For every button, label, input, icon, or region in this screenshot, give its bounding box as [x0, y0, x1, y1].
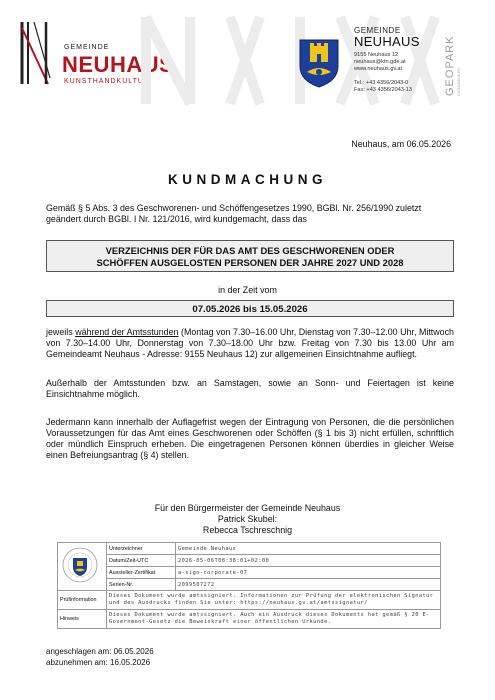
table-cell-value: 2026-05-06T08:38:01+02:00: [176, 555, 441, 567]
contact-small-text: GEMEINDE: [354, 26, 401, 35]
table-row: [58, 591, 441, 610]
period-box: 07.05.2026 bis 15.05.2026: [46, 300, 454, 317]
removal-date: abzunehmen am: 16.05.2026: [46, 657, 151, 667]
table-cell-label: Serien-Nr.: [107, 579, 176, 591]
signature-table: [57, 542, 441, 629]
geopark-logo: [440, 30, 464, 100]
paragraph-hours: [46, 327, 454, 360]
contact-line: Tel.: +43 4356/2043-0: [354, 80, 409, 86]
table-cell-value: Dieses Dokument wurde amtssigniert. Auch ein Ausdruck dieses Dokuments hat gemäß § 20 E-Government-Gesetz die Beweiskraft einer öffentlichen Urkunde.: [107, 610, 441, 629]
seal-icon: [58, 543, 102, 588]
heading-box-line: SCHÖFFEN AUSGELOSTEN PERSONEN DER JAHRE 2027 UND 2028: [96, 257, 404, 268]
table-cell-value: a-sign-corporate-07: [176, 567, 441, 579]
underlined-text: während der Amtsstunden: [75, 327, 179, 337]
contact-line: [354, 73, 444, 80]
signature-line: Patrick Skubel:: [217, 514, 278, 524]
contact-line: 9155 Neuhaus 12: [354, 52, 399, 58]
table-cell-label: Hinweis: [58, 610, 107, 629]
table-row: [58, 543, 441, 555]
posted-date: angeschlagen am: 06.05.2026: [46, 647, 154, 656]
table-cell-value: Gemeinde Neuhaus: [176, 543, 441, 555]
intro-paragraph: Gemäß § 5 Abs. 3 des Geschworenen- und Schöffengesetzes 1990, BGBl. Nr. 256/1990 zuletzt geändert durch BGBl. I Nr. 121/2016, wird kundgemacht, dass das: [46, 203, 422, 224]
signature-block: [0, 503, 495, 536]
page-title: KUNDMACHUNG: [168, 172, 327, 187]
period-intro: in der Zeit vom: [218, 285, 277, 295]
geopark-logo-icon: [440, 30, 464, 100]
table-cell-label: Prüfinformation: [58, 591, 107, 610]
geopark-word: GEOPARK: [444, 35, 456, 96]
date-line: Neuhaus, am 06.05.2026: [351, 139, 451, 149]
table-cell-label: Unterzeichner: [107, 543, 176, 555]
posting-dates: [46, 647, 154, 668]
contact-name: NEUHAUS: [354, 34, 420, 49]
logo-lines-icon: [18, 20, 58, 86]
paragraph-text: jeweils: [46, 327, 76, 337]
contact-block: [354, 26, 444, 94]
table-cell-label: Aussteller-Zertifikat: [107, 567, 176, 579]
logo-tagline: KUNSTHANDKULTUR: [64, 78, 151, 85]
table-row: [58, 579, 441, 591]
table-row: [58, 610, 441, 629]
heading-box: [46, 240, 454, 272]
table-cell-value: Dieses Dokument wurde amtssigniert. Informationen zur Prüfung der elektronischen Signatur und des Ausdrucks finden Sie unter: https://neuhaus.gv.at/amtssignatur/: [107, 591, 441, 610]
geopark-sub: KARAWANKEN: [456, 67, 461, 96]
coat-of-arms-icon: [298, 38, 340, 88]
logo-name: NEUHAUS: [62, 52, 175, 77]
logo-small-text: GEMEINDE: [64, 44, 110, 51]
table-row: [58, 555, 441, 567]
contact-line: Fax: +43 4356/2043-13: [354, 87, 413, 93]
contact-line: neuhaus@ktn.gde.at: [354, 59, 406, 65]
paragraph-objection: Jedermann kann innerhalb der Auflagefrist wegen der Eintragung von Personen, die die persönlichen Voraussetzungen für das Amt eines Geschworenen oder Schöffen (§ 1 bis 3) nicht erfüllen, schriftlich oder mündlich Einspruch erheben. Die eingetragenen Personen können überdies in gleicher Weise einen Befreiungsantrag (§ 4) stellen.: [46, 417, 454, 460]
signature-line: Für den Bürgermeister der Gemeinde Neuhaus: [154, 503, 341, 513]
contact-line: www.neuhaus.gv.at: [354, 66, 403, 72]
signature-seal: [58, 543, 107, 591]
paragraph-outside-hours: Außerhalb der Amtsstunden bzw. an Samstagen, sowie an Sonn- und Feiertagen ist keine Einsichtnahme möglich.: [46, 378, 454, 399]
heading-box-line: VERZEICHNIS DER FÜR DAS AMT DES GESCHWORENEN ODER: [105, 245, 395, 256]
signature-line: Rebecca Tschreschnig: [202, 525, 293, 535]
table-row: [58, 567, 441, 579]
paragraph-text: (Montag von 7.30–16.00 Uhr, Dienstag von 7.30–12.00 Uhr, Mittwoch von 7.30–14.00 Uhr, Donnerstag von 7.30–18.00 Uhr bzw. Freitag von 7.30 bis 13.00 Uhr am Gemeindeamt Neuhaus - Adresse: 9155 Neuhaus 12) zur allgemeinen Einsichtnahme aufliegt.: [46, 327, 454, 359]
table-cell-label: Datum/Zeit-UTC: [107, 555, 176, 567]
table-cell-value: 2099507272: [176, 579, 441, 591]
